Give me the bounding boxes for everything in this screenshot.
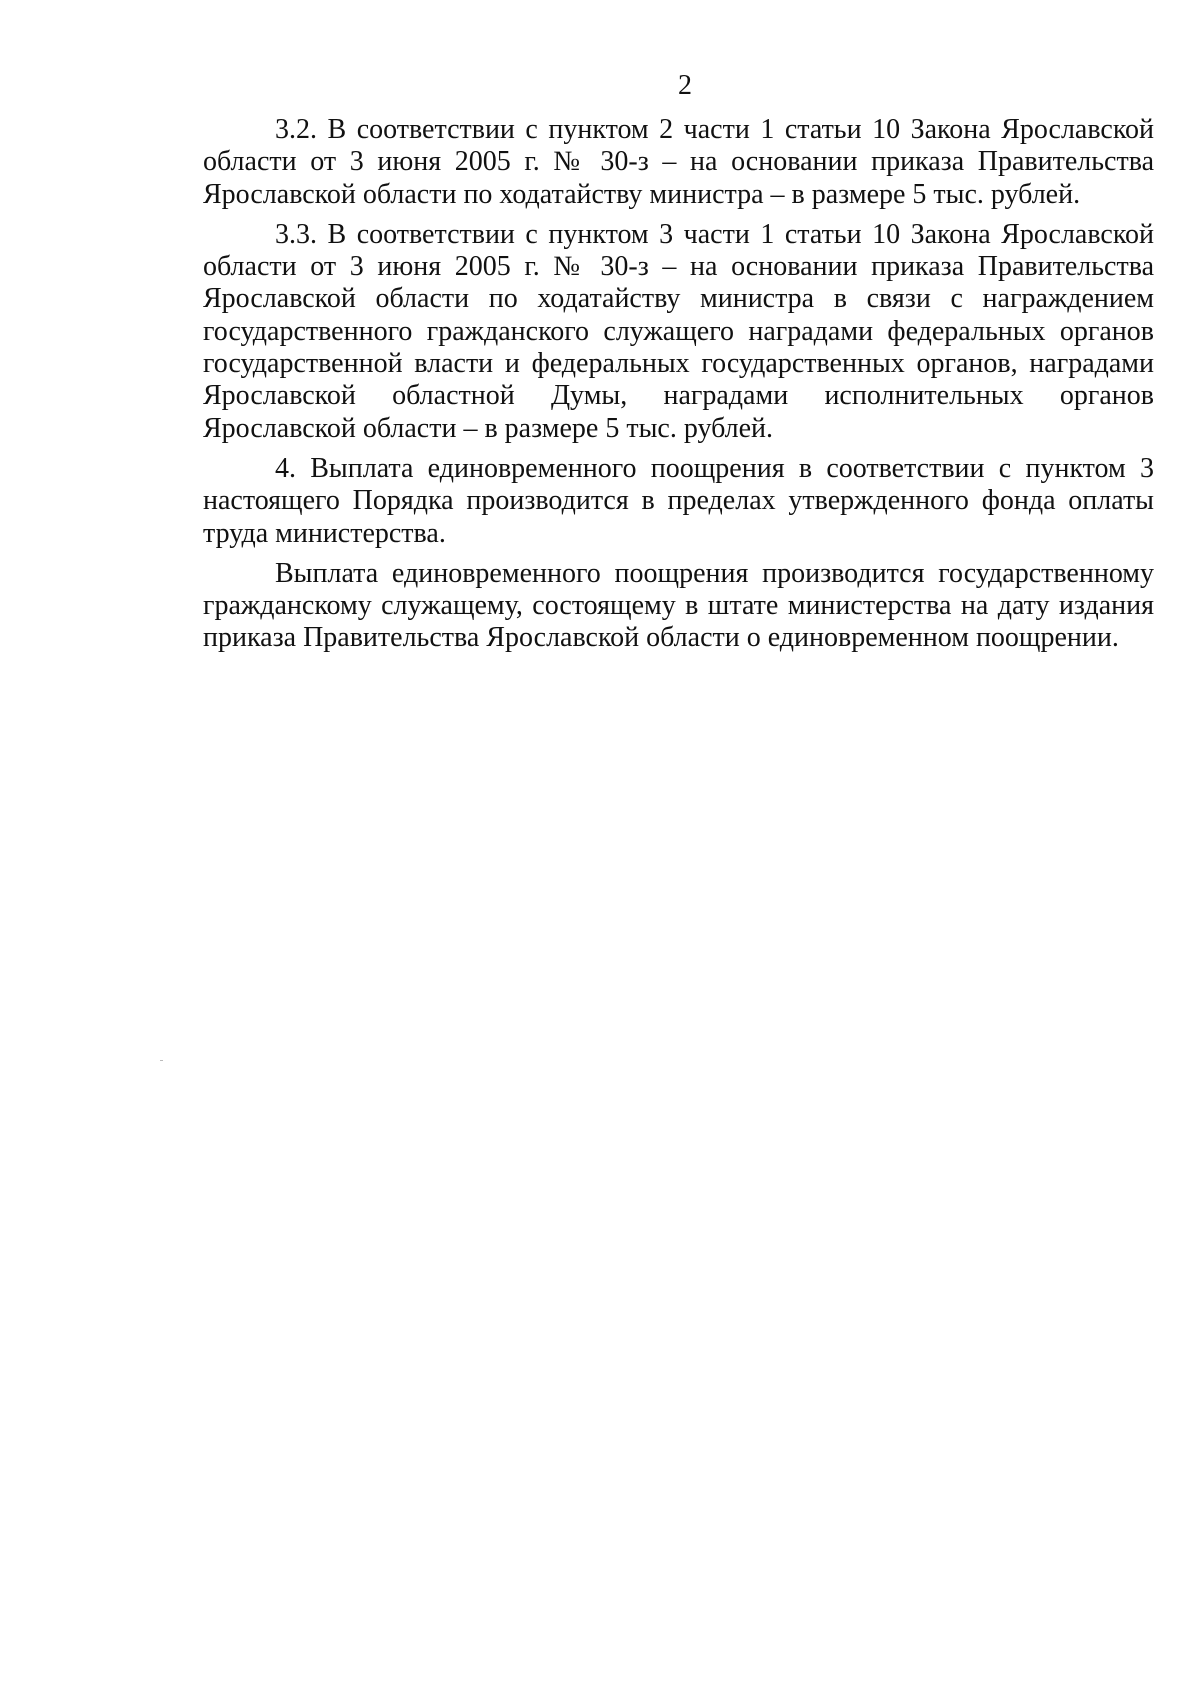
document-body [203, 114, 1154, 655]
paragraph-4: 4. Выплата единовременного поощрения в соответствии с пунктом 3 настоящего Порядка производится в пределах утвержденного фонда оплаты труда министерства. [203, 452, 1154, 549]
scan-speck [160, 1060, 163, 1061]
paragraph-3-2: 3.2. В соответствии с пунктом 2 части 1 статьи 10 Закона Ярославской области от 3 июня 2005 г. № 30-з – на основании приказа Правительства Ярославской области по ходатайству министра – в размере 5 тыс. рублей. [203, 114, 1154, 210]
paragraph-3-3: 3.3. В соответствии с пунктом 3 части 1 статьи 10 Закона Ярославской области от 3 июня 2005 г. № 30-з – на основании приказа Правительства Ярославской области по ходатайству министра в связи с награждением государственного гражданского служащего наградами федеральных органов государственной власти и федеральных государственных органов, наградами Ярославской областной Думы, наградами исполнительных органов Ярославской области – в размере 5 тыс. рублей. [203, 218, 1154, 444]
page-number: 2 [678, 70, 692, 101]
paragraph-payment-condition: Выплата единовременного поощрения производится государственному гражданскому служащему, состоящему в штате министерства на дату издания приказа Правительства Ярославской области о единовременном поощрении. [203, 557, 1154, 654]
